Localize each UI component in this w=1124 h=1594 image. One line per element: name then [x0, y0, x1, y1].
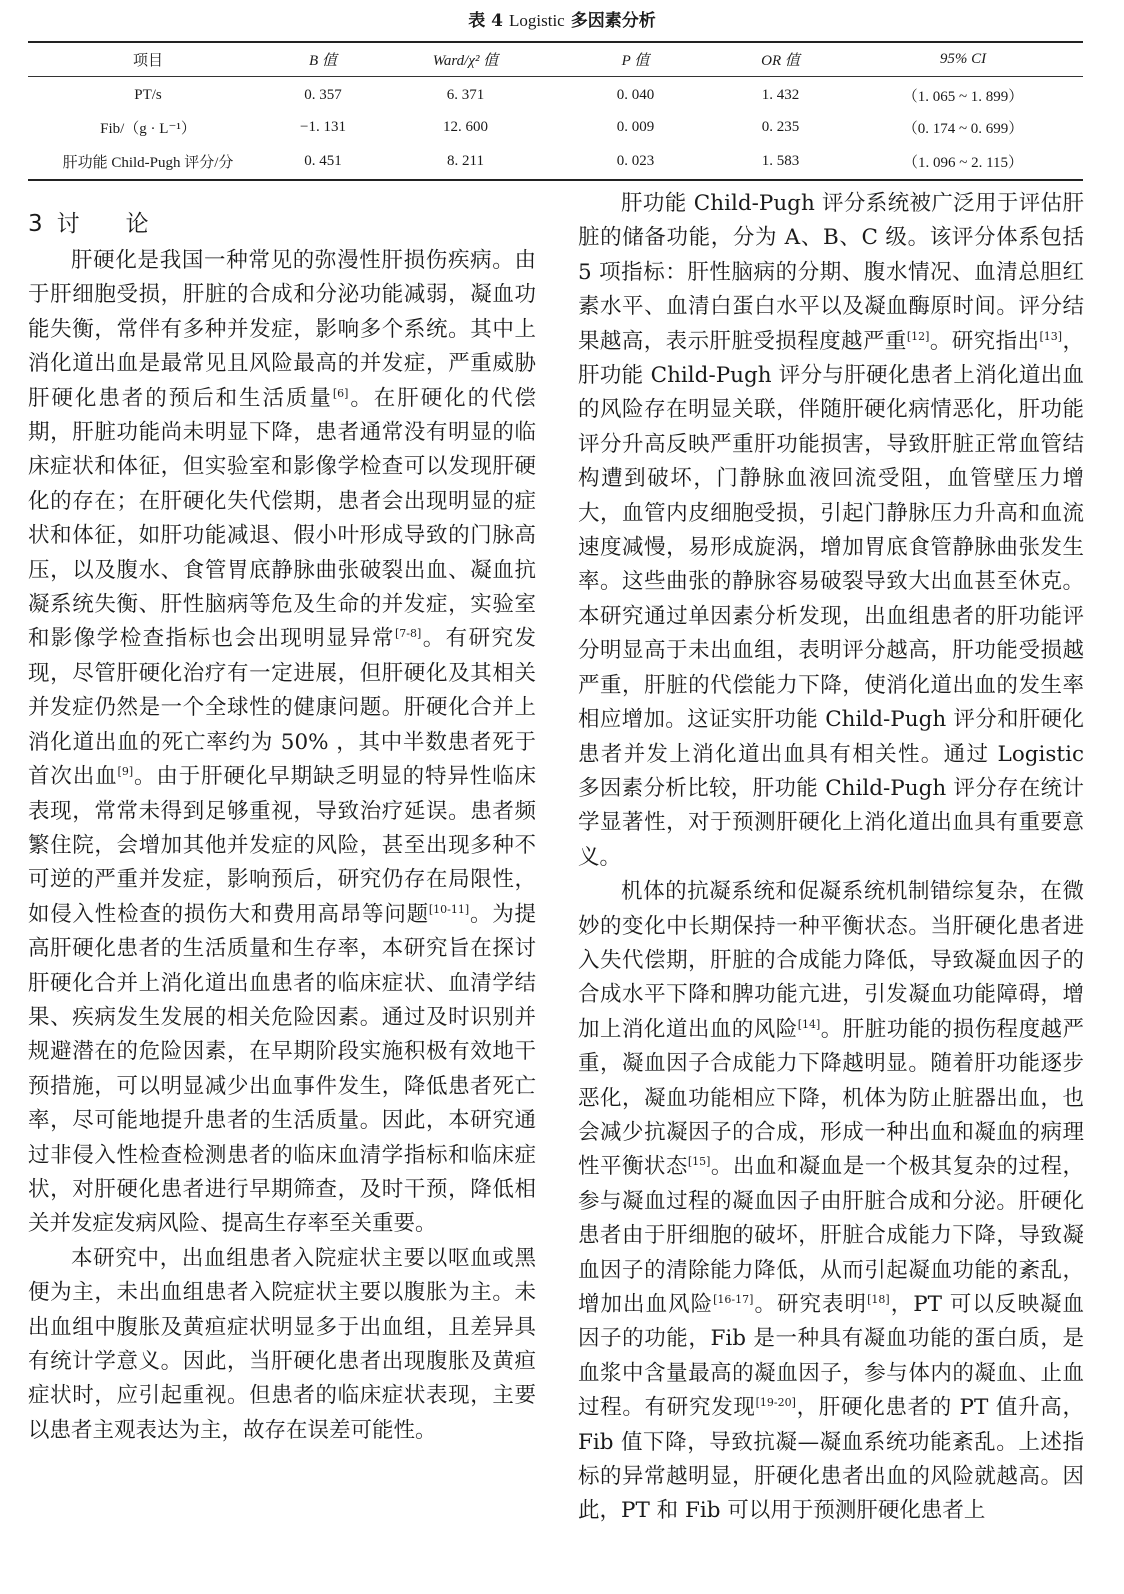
- right-column: [578, 187, 1084, 1529]
- citation: [18]: [867, 1293, 890, 1306]
- cell: （1. 065 ~ 1. 899）: [902, 89, 1024, 105]
- table-caption-cn: 多因素分析: [570, 11, 656, 31]
- cell: （1. 096 ~ 2. 115）: [902, 155, 1024, 172]
- text-run: 。由于肝硬化早期缺乏明显的特异性临床表现，常常未得到足够重视，导致治疗延误。患者频繁住院，会增加其他并发症的风险，甚至出现多种不可逆的严重并发症，影响预后，研究仍存在局限性，如侵入性检查的损伤大和费用高昂等问题: [28, 764, 536, 927]
- citation: [12]: [906, 329, 930, 343]
- text-run: 。肝脏功能的损伤程度越严重，凝血因子合成能力下降越明显。随着肝功能逐步恶化，凝血功能相应下降，机体为防止脏器出血，也会减少抗凝因子的合成，形成一种出血和凝血的病理性平衡状态: [578, 1016, 1084, 1180]
- cell: 0. 235: [761, 119, 800, 136]
- cell: （0. 174 ~ 0. 699）: [902, 121, 1024, 138]
- citation: [10-11]: [428, 902, 470, 916]
- header-p: P 值: [553, 42, 718, 76]
- cell: 0. 451: [304, 153, 342, 170]
- text-run: ，肝硬化患者的 PT 值升高，Fib 值下降，导致抗凝—凝血系统功能紊乱。上述指标的异常越明显，肝硬化患者出血的风险就越高。因此，PT 和 Fib 可以用于预测肝硬化患者上: [578, 1395, 1084, 1524]
- text-run: 。研究指出: [929, 328, 1040, 354]
- cell: 1. 432: [761, 87, 800, 103]
- text-run: ，PT 可以反映凝血因子的功能，Fib 是一种具有凝血功能的蛋白质，是血浆中含量最高的凝血因子，参与体内的凝血、止血过程。有研究发现: [578, 1292, 1084, 1421]
- table-caption-prefix: 表 4: [468, 11, 504, 31]
- header-ci: 95% CI: [843, 42, 1083, 76]
- text-run: ，肝功能 Child-Pugh 评分与肝硬化患者上消化道出血的风险存在明显关联，伴随肝硬化病情恶化，肝功能评分升高反映严重肝功能损害，导致肝脏正常血管结构遭到破坏，门静脉血液回流受阻，血管壁压力增大，血管内皮细胞受损，引起门静脉压力升高和血流速度减慢，易形成旋涡，增加胃底食管静脉曲张发生率。这些曲张的静脉容易破裂导致大出血甚至休克。本研究通过单因素分析发现，出血组患者的肝功能评分明显高于未出血组，表明评分越高，肝功能受损越严重，肝脏的代偿能力下降，使消化道出血的发生率相应增加。这证实肝功能 Child-Pugh 评分和肝硬化患者并发上消化道出血具有相关性。通过 Logistic 多因素分析比较，肝功能 Child-Pugh 评分存在统计学显著性，对于预测肝硬化上消化道出血具有重要意义。: [578, 328, 1084, 870]
- header-item: 项目: [28, 42, 268, 76]
- cell: 8. 211: [447, 153, 484, 170]
- text-run: 。研究表明: [753, 1292, 868, 1317]
- text-run: 。为提高肝硬化患者的生活质量和生存率，本研究旨在探讨肝硬化合并上消化道出血患者的临床症状、血清学结果、疾病发生发展的相关危险因素。通过及时识别并规避潜在的危险因素，在早期阶段实施积极有效地干预措施，可以明显减少出血事件发生，降低患者死亡率，尽可能地提升患者的生活质量。因此，本研究通过非侵入性检查检测患者的临床血清学指标和临床症状，对肝硬化患者进行早期筛查，及时干预，降低相关并发症发病风险、提高生存率至关重要。: [28, 901, 536, 1237]
- left-column: [28, 244, 536, 1448]
- cell: 12. 600: [443, 119, 488, 136]
- citation: [9]: [117, 765, 134, 779]
- table-caption: [0, 6, 1124, 31]
- citation: [7-8]: [395, 627, 422, 641]
- text-run: 。有研究发现，尽管肝硬化治疗有一定进展，但肝硬化及其相关并发症仍然是一个全球性的健康问题。肝硬化合并上消化道出血的死亡率约为 50% ，其中半数患者死于首次出血: [28, 626, 536, 790]
- citation: [19-20]: [755, 1396, 796, 1410]
- cell: Fib/（g · L⁻¹）: [100, 121, 196, 138]
- cell: 0. 357: [304, 87, 342, 103]
- text-run: 。出血和凝血是一个极其复杂的过程，参与凝血过程的凝血因子由肝脏合成和分泌。肝硬化患者由于肝细胞的破坏，肝脏合成能力下降，导致凝血因子的清除能力降低，从而引起凝血功能的紊乱，增加出血风险: [578, 1154, 1084, 1317]
- text-run: 机体的抗凝系统和促凝系统机制错综复杂，在微妙的变化中长期保持一种平衡状态。当肝硬化患者进入失代偿期，肝脏的合成能力降低，导致凝血因子的合成水平下降和脾功能亢进，引发凝血功能障碍，增加上消化道出血的风险: [578, 879, 1084, 1042]
- paragraph: [578, 875, 1084, 1529]
- citation: [6]: [332, 386, 349, 400]
- paragraph: [28, 244, 536, 1242]
- cell: 0. 009: [616, 119, 655, 136]
- citation: [13]: [1039, 329, 1063, 343]
- citation: [15]: [687, 1155, 711, 1169]
- table-row: [28, 76, 1083, 111]
- table-caption-en: Logistic: [509, 11, 565, 30]
- cell: −1. 131: [300, 119, 346, 136]
- section-title-b: 论: [125, 211, 149, 237]
- citation: [16-17]: [713, 1293, 754, 1306]
- cell: 1. 583: [761, 153, 800, 170]
- logistic-table: [28, 41, 1083, 181]
- text-run: 。在肝硬化的代偿期，肝脏功能尚未明显下降，患者通常没有明显的临床症状和体征，但实验室和影像学检查可以发现肝硬化的存在；在肝硬化失代偿期，患者会出现明显的症状和体征，如肝功能减退、假小叶形成导致的门脉高压，以及腹水、食管胃底静脉曲张破裂出血、凝血抗凝系统失衡、肝性脑病等危及生命的并发症，实验室和影像学检查指标也会出现明显异常: [28, 385, 536, 652]
- cell: PT/s: [134, 87, 162, 103]
- cell: 0. 023: [616, 153, 655, 170]
- header-or: OR 值: [718, 42, 843, 76]
- section-title-a: 讨: [56, 211, 80, 237]
- header-b: B 值: [268, 42, 378, 76]
- section-number: 3: [28, 211, 43, 237]
- header-ward: Ward/χ² 值: [378, 42, 553, 76]
- section-heading: [28, 205, 149, 238]
- cell: 肝功能 Child-Pugh 评分/分: [62, 155, 234, 172]
- table-row: [28, 145, 1083, 180]
- text-run: 肝功能 Child-Pugh 评分系统被广泛用于评估肝脏的储备功能，分为 A、B、C 级。该评分体系包括 5 项指标：肝性脑病的分期、腹水情况、血清总胆红素水平、血清白蛋白水平以及凝血酶原时间。评分结果越高，表示肝脏受损程度越严重: [578, 191, 1084, 354]
- paragraph: 本研究中，出血组患者入院症状主要以呕血或黑便为主，未出血组患者入院症状主要以腹胀为主。未出血组中腹胀及黄疸症状明显多于出血组，且差异具有统计学意义。因此，当肝硬化患者出现腹胀及黄疸症状时，应引起重视。但患者的临床症状表现，主要以患者主观表达为主，故存在误差可能性。: [28, 1245, 536, 1443]
- paragraph: [578, 187, 1084, 875]
- cell: 0. 040: [616, 87, 655, 103]
- citation: [14]: [797, 1017, 821, 1031]
- text-run: 肝硬化是我国一种常见的弥漫性肝损伤疾病。由于肝细胞受损，肝脏的合成和分泌功能减弱，凝血功能失衡，常伴有多种并发症，影响多个系统。其中上消化道出血是最常见且风险最高的并发症，严重威胁肝硬化患者的预后和生活质量: [28, 248, 536, 411]
- cell: 6. 371: [446, 87, 485, 103]
- table-row: [28, 111, 1083, 146]
- table-header-row: [28, 42, 1083, 76]
